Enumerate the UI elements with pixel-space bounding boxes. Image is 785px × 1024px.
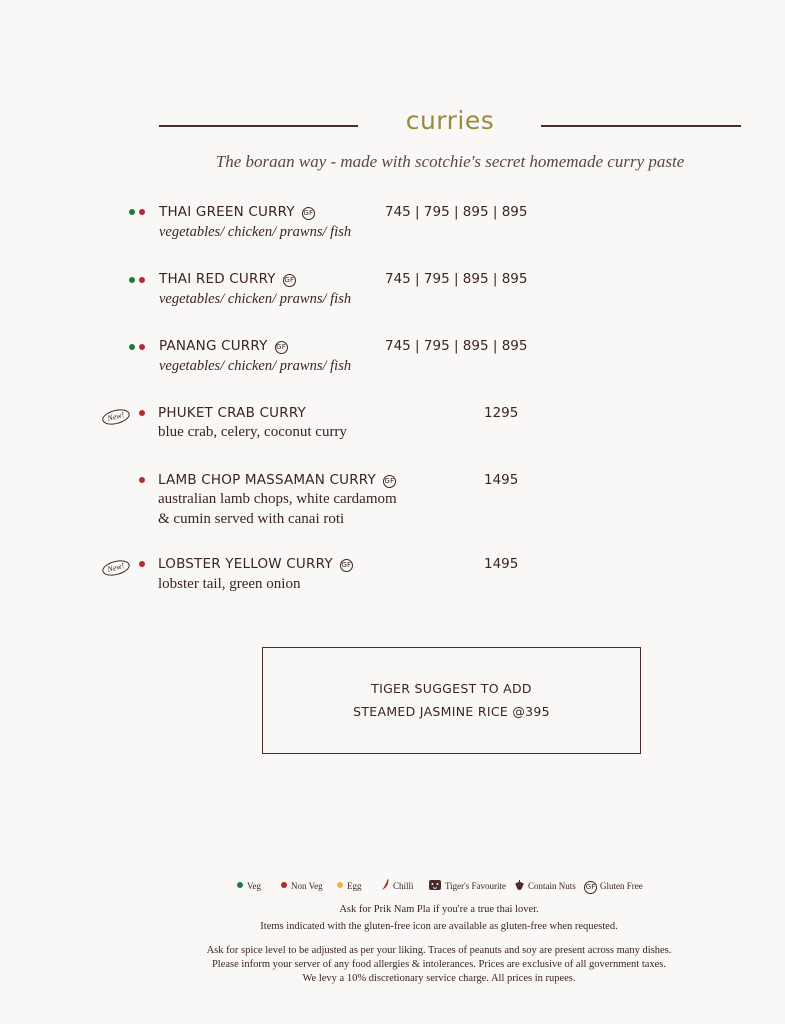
nut-icon [514, 879, 525, 891]
item-name: PHUKET CRAB CURRY [158, 405, 306, 421]
page-subtitle: The boraan way - made with scotchie's secret homemade curry paste [215, 152, 685, 171]
item-description: vegetables/ chicken/ prawns/ fish [159, 358, 352, 374]
item-description: & cumin served with canai roti [158, 511, 345, 527]
note-spice-level: Ask for spice level to be adjusted as per your liking. Traces of peanuts and soy are present across many dishes. [206, 945, 672, 956]
tiger-icon [428, 879, 442, 891]
item-price: 745 | 795 | 895 | 895 [385, 271, 528, 287]
suggestion-box [262, 647, 641, 754]
egg-dot-icon [337, 882, 343, 888]
item-description: vegetables/ chicken/ prawns/ fish [159, 291, 352, 307]
item-price: 745 | 795 | 895 | 895 [385, 204, 528, 220]
legend [0, 879, 785, 893]
non-veg-dot [139, 344, 145, 350]
veg-dot [129, 277, 135, 283]
legend-gluten-free: GF Gluten Free [584, 879, 643, 894]
non-veg-dot [139, 209, 145, 215]
legend-chilli: Chilli [380, 879, 414, 893]
new-badge: New! [101, 558, 132, 578]
non-veg-dot [139, 277, 145, 283]
gluten-free-icon: GF [302, 207, 315, 220]
item-price: 1295 [484, 405, 519, 421]
item-description: lobster tail, green onion [158, 576, 301, 592]
gluten-free-icon: GF [340, 559, 353, 572]
veg-dot [129, 209, 135, 215]
item-name: THAI RED CURRY GF [159, 271, 295, 287]
item-name: THAI GREEN CURRY GF [159, 204, 314, 220]
legend-egg: Egg [337, 879, 362, 893]
item-price: 1495 [484, 472, 519, 488]
non-veg-dot [139, 477, 145, 483]
note-service-charge: We levy a 10% discretionary service charge. All prices in rupees. [302, 973, 576, 984]
item-price: 1495 [484, 556, 519, 572]
legend-veg: Veg [237, 879, 261, 893]
legend-contain-nuts: Contain Nuts [514, 879, 576, 893]
suggestion-line-2: STEAMED JASMINE RICE @395 [353, 704, 550, 719]
gluten-free-icon: GF [383, 475, 396, 488]
gluten-free-icon: GF [584, 881, 597, 894]
gluten-free-icon: GF [275, 341, 288, 354]
item-price: 745 | 795 | 895 | 895 [385, 338, 528, 354]
note-prik-nam-pla: Ask for Prik Nam Pla if you're a true thai lover. [339, 904, 539, 915]
veg-dot-icon [237, 882, 243, 888]
new-badge: New! [101, 407, 132, 427]
veg-dot [129, 344, 135, 350]
item-description: australian lamb chops, white cardamom [158, 491, 397, 507]
note-allergies: Please inform your server of any food allergies & intolerances. Prices are exclusive of all government taxes. [211, 959, 667, 970]
legend-non-veg: Non Veg [281, 879, 323, 893]
gluten-free-icon: GF [283, 274, 296, 287]
note-gluten-free: Items indicated with the gluten-free icon are available as gluten-free when requested. [260, 921, 618, 932]
item-description: blue crab, celery, coconut curry [158, 424, 347, 440]
legend-tigers-favourite: Tiger's Favourite [428, 879, 506, 893]
page-title: curries [405, 106, 495, 135]
chilli-icon [380, 879, 390, 891]
non-veg-dot-icon [281, 882, 287, 888]
item-name: LOBSTER YELLOW CURRY GF [158, 556, 352, 572]
suggestion-line-1: TIGER SUGGEST TO ADD [371, 681, 532, 696]
non-veg-dot [139, 561, 145, 567]
item-description: vegetables/ chicken/ prawns/ fish [159, 224, 352, 240]
non-veg-dot [139, 410, 145, 416]
item-name: LAMB CHOP MASSAMAN CURRY GF [158, 472, 395, 488]
item-name: PANANG CURRY GF [159, 338, 286, 354]
